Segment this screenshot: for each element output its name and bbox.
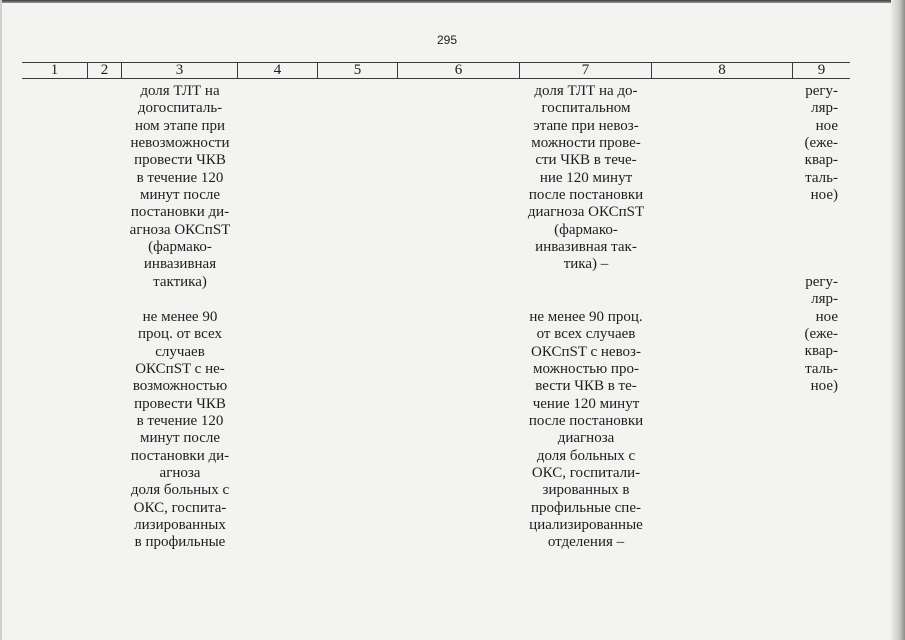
column-3-block-1 xyxy=(122,83,238,291)
header-cell-4: 4 xyxy=(238,63,318,78)
text-line: ное xyxy=(815,117,838,134)
scan-edge-left xyxy=(0,0,2,640)
text-line: чение 120 минут xyxy=(532,395,640,412)
text-line: квар- xyxy=(804,152,838,169)
page-number: 295 xyxy=(436,33,458,47)
text-line: невозможности xyxy=(130,135,230,152)
text-line: доля ТЛТ на до- xyxy=(534,83,638,99)
text-line: доля больных с xyxy=(130,482,230,499)
header-cell-3: 3 xyxy=(122,63,238,78)
text-line: агноза xyxy=(159,465,201,482)
text-line: этапе при невоз- xyxy=(533,117,639,134)
text-line: ОКС, госпита- xyxy=(133,499,227,516)
header-cell-8: 8 xyxy=(652,63,793,78)
text-line: регу- xyxy=(805,274,838,290)
text-line: (еже- xyxy=(804,135,838,152)
text-line: ное) xyxy=(810,187,838,204)
text-line: отделения – xyxy=(547,534,625,551)
text-line: тактика) xyxy=(153,273,207,290)
text-line: от всех случаев xyxy=(536,326,636,343)
text-line: после постановки xyxy=(528,187,644,204)
text-line: таль- xyxy=(805,360,838,377)
text-line: ОКСпST с не- xyxy=(135,361,225,378)
text-line: вести ЧКВ в те- xyxy=(535,378,637,395)
scan-edge-top xyxy=(0,0,905,3)
column-9-block-1 xyxy=(793,83,838,204)
text-line: лизированных xyxy=(134,517,226,534)
text-line: постановки ди- xyxy=(130,204,230,221)
text-line: тика) – xyxy=(563,256,609,273)
column-3-block-2 xyxy=(122,309,238,552)
text-line: ние 120 минут xyxy=(539,169,633,186)
text-line: госпитальном xyxy=(541,100,631,117)
text-line: агноза ОКСпST xyxy=(129,221,231,238)
column-7-block-2 xyxy=(520,309,652,552)
header-cell-1: 1 xyxy=(22,63,88,78)
text-line: догоспиталь- xyxy=(137,100,223,117)
header-cell-2: 2 xyxy=(88,63,122,78)
text-line: (фармако- xyxy=(554,221,618,238)
text-line: постановки ди- xyxy=(130,447,230,464)
text-line: случаев xyxy=(155,343,205,360)
column-7-block-1 xyxy=(520,83,652,274)
text-line: доля ТЛТ на xyxy=(140,83,220,99)
header-cell-9: 9 xyxy=(817,62,826,78)
text-line: провести ЧКВ xyxy=(134,152,226,169)
text-line: ное) xyxy=(810,378,838,395)
text-line: таль- xyxy=(805,169,838,186)
text-line: ное xyxy=(815,308,838,325)
text-line: инвазивная так- xyxy=(535,239,637,256)
header-cell-6: 6 xyxy=(398,63,520,78)
text-line: квар- xyxy=(804,343,838,360)
text-line: минут после xyxy=(139,187,221,204)
text-line: диагноза xyxy=(557,430,615,447)
text-line: регу- xyxy=(805,83,838,99)
text-line: ном этапе при xyxy=(134,117,226,134)
header-cell-7: 7 xyxy=(520,63,652,78)
text-line: (еже- xyxy=(804,326,838,343)
text-line: не менее 90 проц. xyxy=(529,309,643,325)
text-line: зированных в xyxy=(542,482,630,499)
text-line: в течение 120 xyxy=(136,413,224,430)
text-line: минут после xyxy=(139,430,221,447)
text-line: профильные спе- xyxy=(531,499,641,516)
column-9-block-2 xyxy=(793,274,838,395)
text-line: не менее 90 xyxy=(142,309,218,325)
text-line: (фармако- xyxy=(148,239,212,256)
text-line: сти ЧКВ в тече- xyxy=(535,152,637,169)
text-line: провести ЧКВ xyxy=(134,395,226,412)
text-line: ОКС, госпитали- xyxy=(531,465,641,482)
text-line: проц. от всех xyxy=(138,326,222,343)
text-line: ОКСпST с невоз- xyxy=(531,343,641,360)
text-line: диагноза ОКСпST xyxy=(527,204,645,221)
text-line: после постановки xyxy=(528,413,644,430)
table-header-row xyxy=(22,62,850,79)
text-line: возможностью xyxy=(132,378,228,395)
text-line: можности прове- xyxy=(531,135,641,152)
text-line: циализированные xyxy=(529,517,643,534)
text-line: ляр- xyxy=(811,100,838,117)
text-line: доля больных с xyxy=(536,447,636,464)
scan-edge-right xyxy=(891,0,905,640)
text-line: инвазивная xyxy=(143,256,217,273)
text-line: в профильные xyxy=(134,534,226,551)
text-line: можностью про- xyxy=(533,361,639,378)
text-line: ляр- xyxy=(811,291,838,308)
header-cell-5: 5 xyxy=(318,63,398,78)
text-line: в течение 120 xyxy=(136,169,224,186)
